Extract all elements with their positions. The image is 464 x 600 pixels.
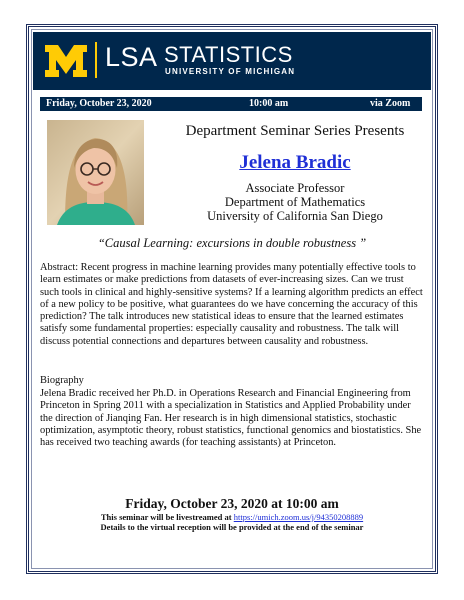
speaker-department: Department of Mathematics [224,195,366,209]
logo-divider [95,42,97,78]
header-banner [33,32,431,90]
date-bar-date: Friday, October 23, 2020 [46,98,152,109]
logo-lsa-text: LSA [105,42,158,72]
talk-title: “Causal Learning: excursions in double robustness ” [97,236,367,250]
date-bar-time: 10:00 am [249,98,289,109]
date-bar [40,97,422,111]
date-bar-venue: via Zoom [370,98,411,109]
speaker-portrait-icon [47,120,144,225]
biography-text: Jelena Bradic received her Ph.D. in Operations Research and Financial Engineering from Princeton in Spring 2011 with a specialization in Statistics and Applied Probability under the direction of Jianqing Fan. Her research is in high dimensional statistics, stochastic optimization, asymptotic theory, robust statistics, functional genomics and biostatistics. She has received two teaching awards (for teaching assistants) at Princeton. [40,388,422,449]
biography-label: Biography [40,375,84,386]
footer-date-time: Friday, October 23, 2020 at 10:00 am [125,496,339,511]
speaker-affiliation [150,181,440,223]
logo-statistics-text: STATISTICS [164,42,293,67]
abstract-text: Abstract: Recent progress in machine learning provides many potentially effective tools to learn estimates or make predictions from datasets of ever-increasing sizes. Can we trust such tools in clinical and highly-sensitive systems? If a learning algorithm predicts an effect of a new policy to be positive, what guarantees do we have concerning the accuracy of this prediction? The talk introduces new statistical ideas to ensure that the learned estimates satisfy some fundamental properties: especially causality and robustness. The talk will discuss potential connections and departures between causality and robustness. [40,262,423,347]
speaker-position: Associate Professor [245,181,345,195]
livestream-text: This seminar will be livestreamed at [100,512,234,522]
seminar-heading: Department Seminar Series Presents [185,123,405,139]
logo-university-text: UNIVERSITY OF MICHIGAN [165,67,296,76]
livestream-notice [40,512,424,522]
reception-notice: Details to the virtual reception will be provided at the end of the seminar [100,522,364,532]
speaker-name: Jelena Bradic [239,152,351,173]
speaker-institution: University of California San Diego [207,209,383,223]
zoom-link[interactable]: https://umich.zoom.us/j/94350208889 [233,512,364,522]
block-m-logo-icon [45,45,87,77]
